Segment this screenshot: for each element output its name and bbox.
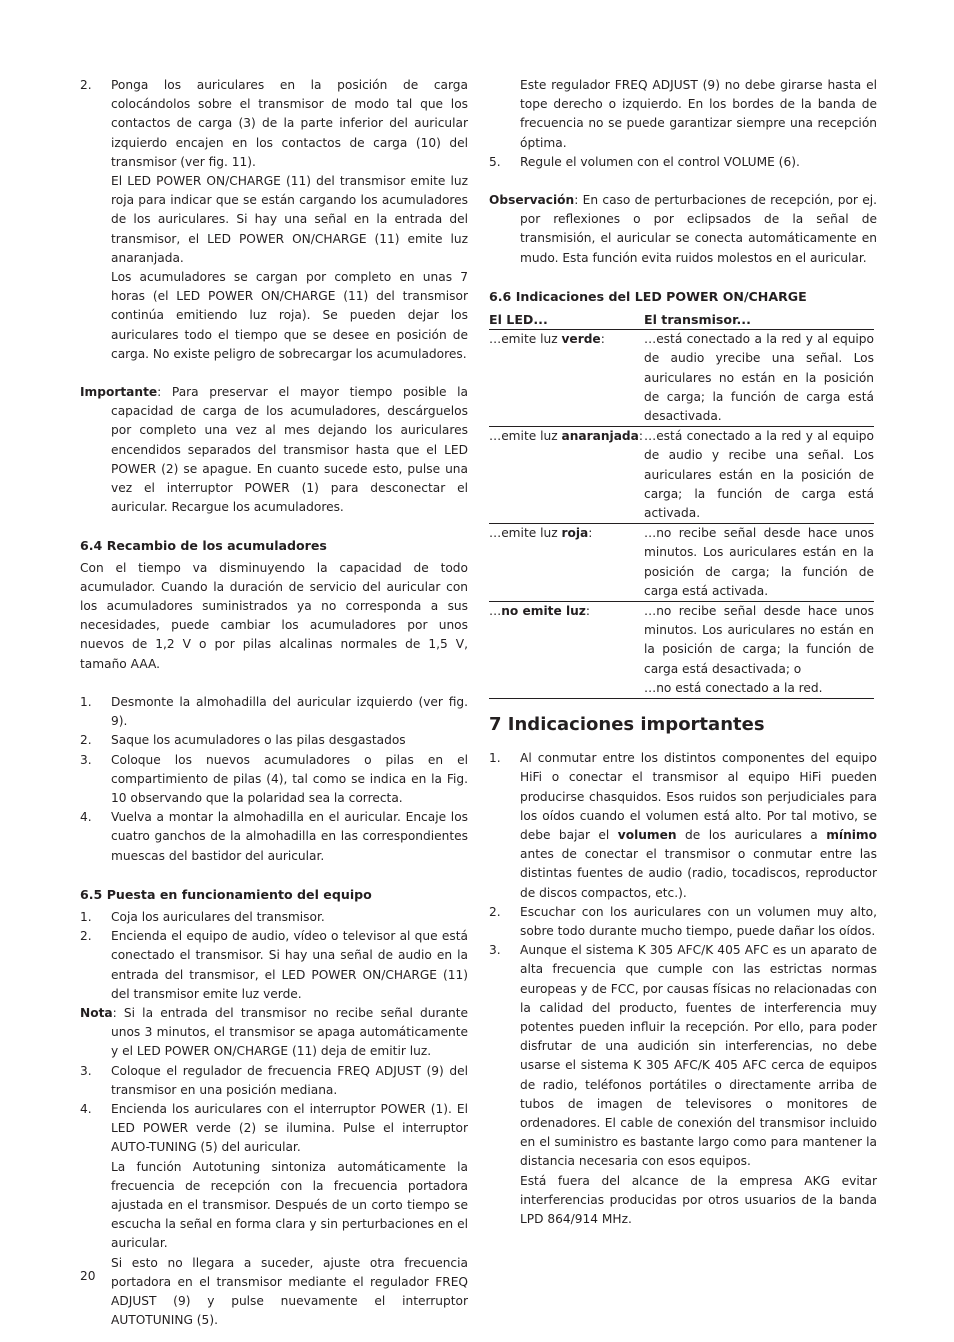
table-header: El LED... (489, 310, 644, 330)
left-column (80, 76, 468, 1330)
table-cell (489, 427, 644, 524)
cell-text: : (585, 604, 591, 619)
list-item (80, 731, 468, 750)
table-cell (644, 602, 874, 699)
cell-text: : (600, 332, 605, 347)
paragraph: El LED POWER ON/CHARGE (11) del transmisor emite luz roja para indicar que se están cargando los acumuladores de los auriculares. Si hay una señal en la entrada del transmisor, el LED POWER ON/CHARGE (11) emite luz anaranjada. (111, 174, 468, 265)
cell-bold: no emite luz (501, 604, 586, 619)
list-number: 1. (80, 694, 92, 709)
cell-text: : (638, 429, 643, 444)
nota-note (80, 1004, 468, 1062)
list-number: 4. (80, 1101, 92, 1116)
paragraph: Si esto no llegara a suceder, ajuste otra frecuencia portadora en el transmisor mediante el regulador FREQ ADJUST (9) y pulse nuevamente el interruptor AUTOTUNING (5). (111, 1255, 468, 1328)
important-label: Importante (80, 385, 158, 400)
table-row (489, 330, 874, 427)
page-number: 20 (80, 1269, 96, 1283)
paragraph: Este regulador FREQ ADJUST (9) no debe girarse hasta el tope derecho o izquierdo. En los bordes de la banda de frecuencia no se puede garantizar siempre una recepción óptima. (520, 78, 877, 150)
important-text: : Para preservar el mayor tiempo posible la capacidad de carga de los acumuladores, descárguelos por completo una vez al mes dejando los auriculares encendidos separados del transmisor hasta que el LED POWER (2) se apague. En cuanto sucede esto, pulse una vez el interruptor POWER (1) para desconectar el auricular. Recargue los acumuladores. (111, 385, 468, 515)
list-item (80, 1100, 468, 1330)
list-text: Encienda el equipo de audio, vídeo o televisor al que está conectado el transmisor. Si hay una señal de audio en la entrada del transmisor, el LED POWER ON/CHARGE (11) del transmisor emite luz verde. (111, 929, 468, 1001)
section-heading-6-4: 6.4 Recambio de los acumuladores (80, 538, 327, 554)
table-cell (489, 524, 644, 602)
paragraph: Con el tiempo va disminuyendo la capacidad de todo acumulador. Cuando la duración de servicio del auricular con los acumuladores suministrados ya no corresponda a sus necesidades, puede cambiar los acumuladores por unos nuevos de 1,2 V o por pilas alcalinas normales de 1,5 V, tamaño AAA. (80, 560, 468, 671)
table-cell: …no recibe señal desde hace unos minutos. Los auriculares están en la posición de carga; la función de carga está activada. (644, 524, 874, 602)
table-header-row (489, 310, 874, 330)
bold-text: mínimo (826, 827, 877, 842)
list-item (489, 153, 877, 172)
nota-label: Nota (80, 1005, 113, 1020)
list-item (489, 903, 877, 941)
list-item (80, 908, 468, 927)
cell-text: …emite luz (489, 429, 562, 444)
list-item (80, 751, 468, 809)
paragraph: Ponga los auriculares en la posición de carga colocándolos sobre el transmisor de modo tal que los contactos de carga (3) de la parte inferior del auricular izquierdo encajen en los contactos de carga (10) del transmisor (ver fig. 11). (111, 78, 468, 169)
cell-bold: anaranjada (561, 429, 639, 444)
table-row (489, 427, 874, 524)
paragraph: La función Autotuning sintoniza automáticamente la frecuencia de recepción con la frecuencia portadora ajustada en el transmisor. Después de un corto tiempo se escucha la señal en forma clara y sin perturbaciones en el auricular. (111, 1159, 468, 1251)
led-table (489, 310, 874, 699)
cell-text: : (588, 526, 593, 541)
list-text: Escuchar con los auriculares con un volumen muy alto, sobre todo durante mucho tiempo, puede dañar los oídos. (520, 904, 877, 938)
list-text: Coja los auriculares del transmisor. (111, 909, 325, 924)
observation-note (489, 191, 877, 268)
cell-bold: roja (561, 526, 589, 541)
nota-text: : Si la entrada del transmisor no recibe señal durante unos 3 minutos, el transmisor se apaga automáticamente y el LED POWER ON/CHARGE (11) deja de emitir luz. (111, 1005, 468, 1059)
paragraph: Encienda los auriculares con el interruptor POWER (1). El LED POWER verde (2) se ilumina. Pulse el interruptor AUTO-TUNING (5) del auricular. (111, 1101, 468, 1155)
list-item (80, 1062, 468, 1100)
list-number: 5. (489, 154, 501, 169)
text-span: de los auriculares a (676, 827, 827, 842)
table-cell: …está conectado a la red y al equipo de audio yrecibe una señal. Los auriculares no están en la posición de carga; la función de carga está desactivada. (644, 330, 874, 427)
table-cell (489, 602, 644, 699)
table-cell (489, 330, 644, 427)
observation-text: : En caso de perturbaciones de recepción, por ej. por reflexiones o por eclipsados de la señal de transmisión, el auricular se conecta automáticamente en mudo. Esta función evita ruidos molestos en el auricular. (520, 193, 877, 265)
paragraph: Está fuera del alcance de la empresa AKG evitar interferencias producidas por otros usuarios de la banda LPD 864/914 MHz. (520, 1173, 877, 1226)
list-item (489, 941, 877, 1229)
list-number: 4. (80, 810, 92, 825)
list-number: 2. (80, 733, 92, 748)
list-number: 2. (80, 929, 92, 944)
table-header: El transmisor... (644, 310, 874, 330)
list-number: 2. (489, 904, 501, 919)
table-row (489, 602, 874, 699)
text-span: Al conmutar entre los distintos componentes del equipo HiFi o conectar el transmisor al equipo HiFi pueden producirse chasquidos. Esos ruidos son perjudiciales para los oídos cuando el volumen está alto. Por tal motivo, se debe bajar el (520, 751, 877, 842)
cell-text: … (489, 604, 502, 619)
cell-text: …no está conectado a la red. (644, 680, 823, 695)
observation-label: Observación (489, 193, 575, 208)
important-note (80, 383, 468, 517)
bold-text: volumen (617, 827, 677, 842)
list-text: Desmonte la almohadilla del auricular izquierdo (ver fig. 9). (111, 694, 468, 729)
paragraph: Los acumuladores se cargan por completo en unas 7 horas (el LED POWER ON/CHARGE (11) del transmisor continúa emitiendo luz roja). Se pueden dejar los auriculares todo el tiempo que se desee en posición de carga. No existe peligro de sobrecargar los acumuladores. (111, 270, 468, 361)
list-text: Regule el volumen con el control VOLUME (6). (520, 154, 800, 169)
list-text: Vuelva a montar la almohadilla en el auricular. Encaje los cuatro ganchos de la almohadilla en las correspondientes muescas del bastidor del auricular. (111, 810, 468, 863)
list-number: 3. (80, 752, 92, 767)
list-number: 3. (489, 943, 501, 958)
list-item (80, 808, 468, 866)
list-item (80, 76, 468, 364)
cell-bold: verde (561, 332, 601, 347)
list-item (489, 749, 877, 903)
list-text: Saque los acumuladores o las pilas desgastados (111, 733, 406, 748)
list-text: Coloque los nuevos acumuladores o pilas en el compartimiento de pilas (4), tal como se indica en la Fig. 10 observando que la polaridad sea la correcta. (111, 752, 468, 805)
list-number: 3. (80, 1063, 92, 1078)
right-column (489, 76, 877, 1229)
list-item (80, 927, 468, 1004)
list-number: 1. (80, 909, 92, 924)
table-row (489, 524, 874, 602)
section-heading-6-5: 6.5 Puesta en funcionamiento del equipo (80, 886, 372, 902)
list-text (520, 749, 877, 903)
list-text: Coloque el regulador de frecuencia FREQ ADJUST (9) del transmisor en una posición mediana. (111, 1063, 468, 1097)
list-number: 2. (80, 78, 92, 92)
list-number: 1. (489, 751, 501, 766)
cell-text: …emite luz (489, 526, 562, 541)
cell-text: …emite luz (489, 332, 562, 347)
paragraph: Aunque el sistema K 305 AFC/K 405 AFC es un aparato de alta frecuencia que cumple con las estrictas normas europeas y de FCC, por causas físicas no relacionadas con la calidad del producto, fuentes de interferencia muy potentes pueden influir la recepción. Por ello, para poder disfrutar de una audición sin interferencias, no debe usarse el sistema K 305 AFC/K 405 AFC cerca de equipos de radio, teléfonos portátiles o directamente arriba de tubos de imagen de televisores o monitores de ordenadores. El cable de conexión del transmisor incluido en el suministro es bastante largo como para mantener la distancia necesaria con esos equipos. (520, 943, 877, 1169)
section-heading-7: 7 Indicaciones importantes (489, 714, 765, 736)
cell-text: …no recibe señal desde hace unos minutos. Los auriculares no están en la posición de carga; la función de carga está desactivada; o (644, 604, 874, 676)
section-heading-6-6: 6.6 Indicaciones del LED POWER ON/CHARGE (489, 288, 807, 304)
table-cell: …está conectado a la red y al equipo de audio y recibe una señal. Los auriculares están en la posición de carga; la función de carga está activada. (644, 427, 874, 524)
list-item (80, 693, 468, 731)
text-span: antes de conectar el transmisor o conmutar entre las distintas fuentes de audio (radio, tocadiscos, reproductor de discos compactos, etc.). (520, 847, 877, 900)
